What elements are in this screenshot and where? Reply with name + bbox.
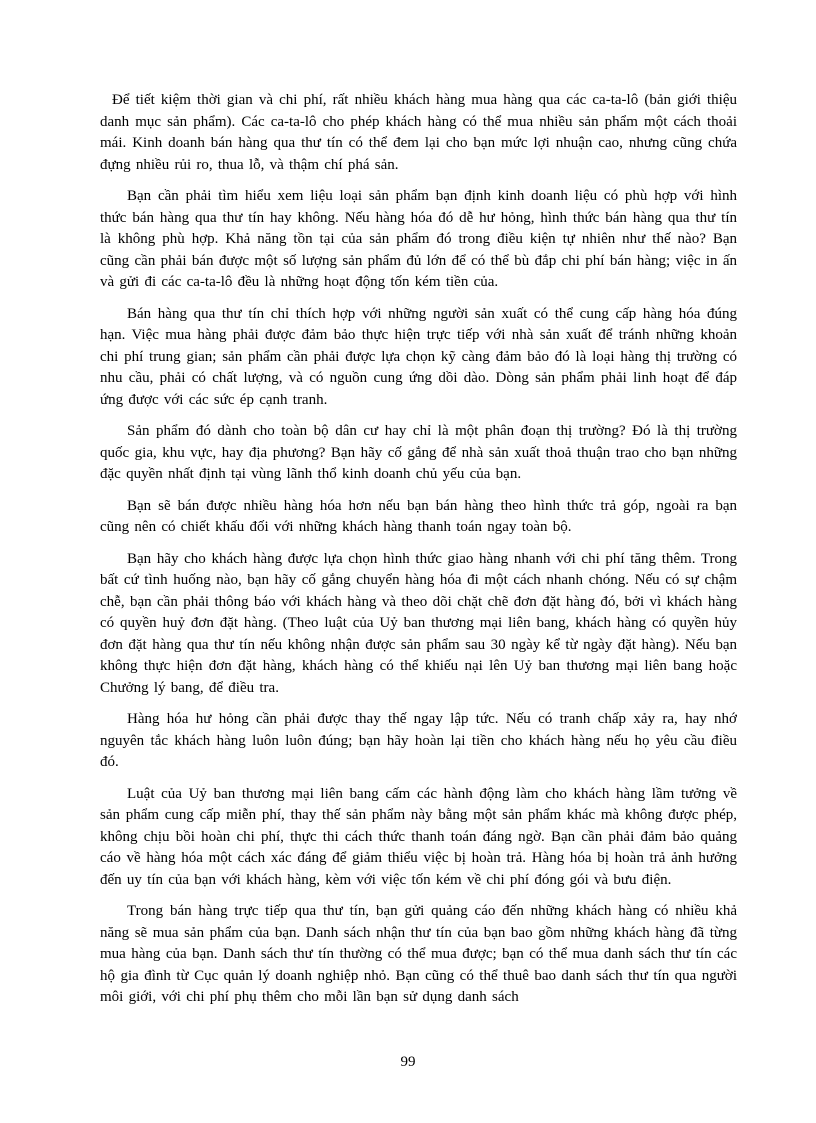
paragraph-product-suitability: Bạn cần phải tìm hiểu xem liệu loại sản phẩm bạn định kinh doanh liệu có phù hợp với hình thức bán hàng qua thư tín hay không. Nếu hàng hóa đó dễ hư hỏng, hình thức bán hàng qua thư tín là không phù hợp. Khả năng tồn tại của sản phẩm đó trong điều kiện tự nhiên như thế nào? Bạn cũng cần phải bán được một số lượng sản phẩm đủ lớn để có thể bù đắp chi phí bán hàng; việc in ấn và gửi đi các ca-ta-lô đều là những hoạt động tốn kém tiền của. (100, 188, 737, 290)
paragraph-shipping-rules: Bạn hãy cho khách hàng được lựa chọn hình thức giao hàng nhanh với chi phí tăng thêm. Trong bất cứ tình huống nào, bạn hãy cố gắng chuyển hàng hóa đi một cách nhanh chóng. Nếu có sự chậm chễ, bạn cần phải thông báo với khách hàng và theo dõi chặt chẽ đơn đặt hàng đó, bởi vì khách hàng có quyền huỷ đơn đặt hàng. (Theo luật của Uỷ ban thương mại liên bang, khách hàng có quyền hủy đơn đặt hàng qua thư tín nếu không nhận được sản phẩm sau 30 ngày kể từ ngày đặt hàng). Nếu bạn không thực hiện đơn đặt hàng, khách hàng có thể khiếu nại lên Uỷ ban thương mại liên bang hoặc Chưởng lý bang, để điều tra. (100, 550, 737, 696)
paragraph-installment-discount: Bạn sẽ bán được nhiều hàng hóa hơn nếu bạn bán hàng theo hình thức trả góp, ngoài ra bạn cũng nên có chiết khấu đối với những khách hàng thanh toán ngay toàn bộ. (100, 497, 737, 535)
paragraph-damaged-goods: Hàng hóa hư hỏng cần phải được thay thế ngay lập tức. Nếu có tranh chấp xảy ra, hay nhớ nguyên tắc khách hàng luôn luôn đúng; bạn hãy hoàn lại tiền cho khách hàng nếu họ yêu cầu điều đó. (100, 711, 737, 770)
page-footer (0, 1052, 816, 1072)
paragraph-supplier-requirements: Bán hàng qua thư tín chỉ thích hợp với những người sản xuất có thể cung cấp hàng hóa đúng hạn. Việc mua hàng phải được đảm bảo thực hiện trực tiếp với nhà sản xuất để tránh những khoản chi phí trung gian; sản phẩm cần phải được lựa chọn kỹ càng đảm bảo đó là loại hàng thị trường có nhu cầu, phải có chất lượng, và có nguồn cung ứng dồi dào. Dòng sản phẩm phải linh hoạt để đáp ứng được với các sức ép cạnh tranh. (100, 305, 737, 408)
paragraph-ftc-law: Luật của Uỷ ban thương mại liên bang cấm các hành động làm cho khách hàng lầm tưởng về sản phẩm cung cấp miễn phí, thay thế sản phẩm này bằng một sản phẩm khác mà không được phép, không chịu bồi hoàn chi phí, thực thi cách thức thanh toán đáng ngờ. Bạn cần phải đảm bảo quảng cáo về hàng hóa một cách xác đáng để giảm thiểu việc bị hoàn trả. Hàng hóa bị hoàn trả ảnh hưởng đến uy tín của bạn với khách hàng, kèm với việc tốn kém về chi phí đóng gói và bưu điện. (100, 785, 737, 888)
paragraph-market-segment: Sản phẩm đó dành cho toàn bộ dân cư hay chỉ là một phân đoạn thị trường? Đó là thị trường quốc gia, khu vực, hay địa phương? Bạn hãy cố gắng để nhà sản xuất thoả thuận trao cho bạn những đặc quyền nhất định tại vùng lãnh thổ kinh doanh chủ yếu của bạn. (100, 423, 737, 482)
paragraph-catalog-intro: Để tiết kiệm thời gian và chi phí, rất nhiều khách hàng mua hàng qua các ca-ta-lô (bản giới thiệu danh mục sản phẩm). Các ca-ta-lô cho phép khách hàng có thể mua nhiều sản phẩm một cách thoải mái. Kinh doanh bán hàng qua thư tín có thể đem lại cho bạn mức lợi nhuận cao, nhưng cũng chứa đựng nhiều rủi ro, thua lỗ, và thậm chí phá sản. (100, 92, 737, 173)
page-number: 99 (400, 1054, 416, 1070)
page-body-text (100, 90, 737, 1019)
paragraph-mailing-lists: Trong bán hàng trực tiếp qua thư tín, bạn gửi quảng cáo đến những khách hàng có nhiều khả năng sẽ mua sản phẩm của bạn. Danh sách nhận thư tín của bạn bao gồm những khách hàng đã từng mua hàng của bạn. Danh sách thư tín thường có thể mua được; bạn có thể mua danh sách thư tín các hộ gia đình từ Cục quản lý doanh nghiệp nhỏ. Bạn cũng có thể thuê bao danh sách thư tín qua người môi giới, với chi phí phụ thêm cho mỗi lần bạn sử dụng danh sách (100, 903, 737, 1005)
